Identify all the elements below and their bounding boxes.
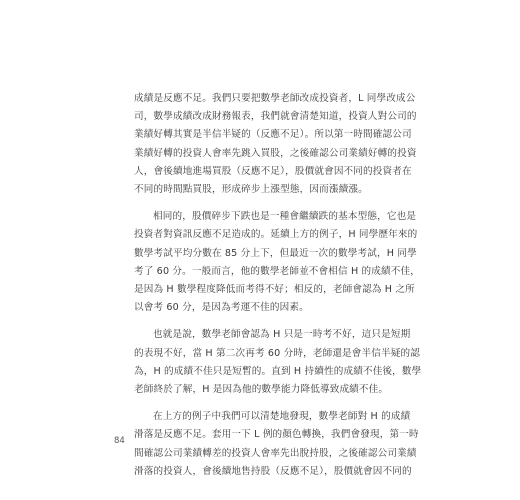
text-line: 人，會後續地進場買股（反應不足），股價就會因不同的投資者在 (134, 165, 412, 177)
paragraph-3 (134, 326, 422, 399)
text-line: 為，H 的成績不佳只是短暫的。直到 H 持續性的成績不佳後，數學 (134, 365, 422, 377)
text-line: 老師終於了解，H 是因為他的數學能力降低導致成績不佳。 (134, 384, 389, 396)
text-line: 間確認公司業績轉差的投資人會率先出脫持股，之後確認公司業績 (134, 447, 417, 459)
paragraph-4 (134, 408, 419, 481)
body-text (134, 90, 422, 490)
text-line: 是因為 H 數學程度降低而考得不好；相反的，老師會認為 H 之所 (134, 284, 415, 296)
paragraph-1 (134, 90, 417, 199)
text-line: 相同的，股價碎步下跌也是一種會繼續跌的基本型態，它也是 (153, 211, 417, 223)
text-line: 投資者對資訊反應不足造成的。延續上方的例子，H 同學歷年來的 (134, 229, 418, 241)
text-line: 業績好轉的投資人會率先跳入買股，之後確認公司業績好轉的投資 (134, 147, 417, 159)
text-line: 業績好轉其實是半信半疑的（反應不足）。所以第一時間確認公司 (134, 129, 412, 141)
paragraph-2 (134, 208, 421, 317)
text-line: 數學考試平均分數在 85 分上下，但最近一次的數學考試，H 同學 (134, 247, 417, 259)
text-line: 也就是說，數學老師會認為 H 只是一時考不好，這只是短期 (153, 329, 411, 341)
text-line: 滑落是反應不足。套用一下 L 例的顏色轉換，我們會發現，第一時 (134, 429, 419, 441)
text-line: 滑落的投資人，會後續地售持股（反應不足），股價就會因不同的 (134, 465, 412, 477)
text-line: 不同的時間點買股，形成碎步上漲型態，因而漲續漲。 (134, 184, 368, 196)
text-line: 考了 60 分。一般而言，他的數學老師並不會相信 H 的成績不佳， (134, 265, 421, 277)
text-line: 在上方的例子中我們可以清楚地發現，數學老師對 H 的成績 (153, 411, 411, 423)
page-number: 84 (114, 436, 125, 446)
text-line: 以會考 60 分，是因為考運不佳的因素。 (134, 302, 309, 314)
text-line: 司，數學成績改成財務報表，我們就會清楚知道，投資人對公司的 (134, 111, 417, 123)
text-line: 成績是反應不足。我們只要把數學老師改成投資者，L 同學改成公 (134, 93, 416, 104)
text-line: 的表現不好，當 H 第二次再考 60 分時，老師還是會半信半疑的認 (134, 347, 421, 359)
